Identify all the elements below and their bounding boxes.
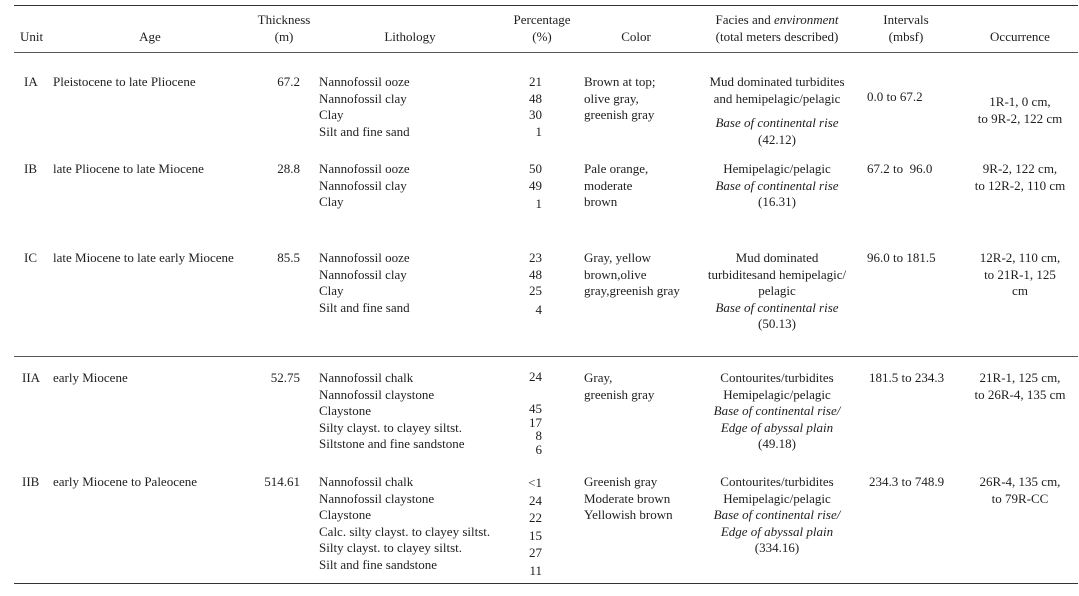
interval-cell: 0.0 to 67.2	[867, 89, 923, 104]
lithology-line: Clay	[319, 283, 344, 298]
occurrence-line: 21R-1, 125 cm,	[979, 370, 1061, 385]
lithology-line: Nannofossil claystone	[319, 386, 435, 402]
header-thickness	[244, 11, 324, 45]
facies-cell	[697, 74, 857, 148]
header-unit: Unit	[20, 29, 44, 44]
lithology-line: Clay	[319, 194, 344, 209]
meters-described: (42.12)	[758, 131, 796, 147]
percentage-value: 11	[529, 562, 542, 578]
percentage-value: 45	[529, 400, 542, 416]
color-line: Pale orange,	[584, 161, 649, 176]
header-facies-text: Facies and	[715, 12, 774, 27]
color-line: Greenish gray	[584, 474, 658, 489]
lithology-cell	[319, 474, 490, 573]
occurrence-cell	[962, 474, 1078, 507]
table-bottom-rule	[14, 583, 1078, 584]
percentage-value: 25	[529, 283, 542, 298]
lithology-line: Nannofossil clay	[319, 266, 407, 282]
percentage-value: 49	[529, 177, 542, 193]
facies-cell	[697, 161, 857, 211]
meters-described: (49.18)	[758, 436, 796, 451]
facies-line: Mud dominated turbidites	[709, 74, 845, 89]
percentage-cell	[510, 161, 542, 213]
header-percentage-line2: (%)	[532, 29, 552, 44]
lithology-cell	[319, 250, 410, 316]
lithology-line: Siltstone and fine sandstone	[319, 436, 465, 451]
lithology-cell	[319, 370, 465, 453]
color-line: Yellowish brown	[584, 507, 673, 522]
color-cell	[584, 250, 680, 300]
unit-cell: IC	[24, 250, 37, 265]
header-environment-text: environment	[773, 12, 839, 27]
environment-line: Base of continental rise	[715, 115, 839, 130]
percentage-cell	[510, 370, 542, 457]
thickness-cell: 28.8	[277, 161, 300, 176]
header-intervals-line2: (mbsf)	[888, 29, 924, 44]
lithology-line: Nannofossil chalk	[319, 474, 414, 489]
unit-cell: IIB	[22, 474, 40, 489]
color-line: olive gray,	[584, 90, 639, 106]
lithology-line: Silty clayst. to clayey siltst.	[319, 540, 462, 555]
environment-line: Edge of abyssal plain	[720, 419, 834, 435]
header-bottom-rule	[14, 52, 1078, 53]
occurrence-line: to 12R-2, 110 cm	[974, 177, 1066, 193]
color-cell	[584, 474, 673, 524]
percentage-value: 50	[529, 161, 542, 176]
lithology-line: Calc. silty clayst. to clayey siltst.	[319, 523, 491, 539]
interval-cell: 96.0 to 181.5	[867, 250, 936, 265]
percentage-value: 4	[535, 301, 542, 317]
section-divider-rule	[14, 356, 1078, 357]
header-age: Age	[139, 29, 161, 44]
header-facies	[697, 11, 857, 45]
facies-line: Contourites/turbidites	[720, 370, 834, 385]
color-line: gray,greenish gray	[584, 283, 680, 298]
age-cell: Pleistocene to late Pliocene	[53, 74, 196, 89]
unit-cell: IIA	[22, 370, 41, 385]
lithology-line: Nannofossil clay	[319, 177, 407, 193]
age-cell: early Miocene	[53, 370, 128, 385]
occurrence-line: cm	[1012, 283, 1028, 298]
header-lithology: Lithology	[384, 29, 436, 44]
occurrence-line: 12R-2, 110 cm,	[979, 250, 1061, 265]
occurrence-cell	[962, 370, 1078, 403]
percentage-value: 6	[535, 442, 542, 458]
thickness-cell: 52.75	[270, 370, 300, 385]
color-line: greenish gray	[584, 107, 655, 122]
lithology-line: Claystone	[319, 507, 371, 522]
lithology-line: Nannofossil clay	[319, 90, 407, 106]
header-intervals	[866, 11, 946, 45]
facies-line: and hemipelagic/pelagic	[713, 90, 841, 106]
percentage-value: 8	[535, 428, 542, 444]
lithology-line: Silty clayst. to clayey siltst.	[319, 419, 462, 435]
color-cell	[584, 161, 648, 211]
percentage-value: 21	[529, 74, 542, 89]
percentage-value: 48	[529, 266, 542, 282]
meters-described: (334.16)	[754, 540, 800, 555]
thickness-cell: 67.2	[277, 74, 300, 89]
interval-cell: 234.3 to 748.9	[869, 474, 945, 489]
facies-line: Mud dominated	[735, 250, 819, 265]
percentage-value: 1	[535, 196, 542, 211]
lithology-cell	[319, 74, 410, 140]
lithology-cell	[319, 161, 410, 211]
occurrence-line: 26R-4, 135 cm,	[979, 474, 1061, 489]
lithology-line: Claystone	[319, 403, 371, 418]
header-thickness-line1: Thickness	[257, 12, 311, 27]
facies-line: turbiditesand hemipelagic/	[707, 266, 847, 282]
percentage-value: 27	[529, 545, 542, 560]
facies-cell	[697, 474, 857, 557]
unit-cell: IB	[24, 161, 37, 176]
thickness-cell: 514.61	[264, 474, 300, 489]
occurrence-line: to 21R-1, 125	[984, 266, 1056, 282]
environment-line: Base of continental rise	[715, 299, 839, 315]
interval-cell: 181.5 to 234.3	[869, 370, 945, 385]
percentage-cell	[510, 474, 542, 579]
occurrence-cell	[962, 94, 1078, 127]
header-intervals-line1: Intervals	[883, 12, 929, 27]
lithology-line: Silt and fine sand	[319, 299, 410, 315]
color-line: brown,olive	[584, 266, 647, 282]
percentage-value: 17	[529, 414, 542, 430]
percentage-value: <1	[528, 475, 542, 490]
color-line: moderate	[584, 177, 633, 193]
lithology-line: Nannofossil ooze	[319, 74, 410, 89]
facies-cell	[697, 370, 857, 453]
percentage-cell	[510, 250, 542, 318]
age-cell: late Pliocene to late Miocene	[53, 161, 204, 176]
percentage-value: 23	[529, 250, 542, 265]
header-percentage-line1: Percentage	[513, 12, 571, 27]
header-facies-line1	[697, 11, 857, 28]
color-line: Brown at top;	[584, 74, 656, 89]
header-color: Color	[621, 29, 651, 44]
color-cell	[584, 370, 654, 403]
occurrence-cell	[962, 250, 1078, 300]
facies-line: pelagic	[758, 283, 796, 298]
unit-cell: IA	[24, 74, 38, 89]
percentage-value: 30	[529, 107, 542, 122]
interval-cell: 67.2 to 96.0	[867, 161, 933, 176]
facies-cell	[697, 250, 857, 333]
color-line: greenish gray	[584, 386, 655, 402]
occurrence-line: 1R-1, 0 cm,	[989, 94, 1051, 109]
lithology-line: Silt and fine sand	[319, 123, 410, 139]
environment-line: Base of continental rise	[715, 177, 839, 193]
environment-line: Base of continental rise/	[713, 507, 841, 522]
meters-described: (50.13)	[758, 316, 796, 331]
percentage-value: 24	[529, 369, 542, 384]
lithology-line: Nannofossil claystone	[319, 490, 435, 506]
occurrence-line: to 9R-2, 122 cm	[977, 110, 1063, 126]
percentage-value: 1	[535, 123, 542, 139]
header-thickness-line2: (m)	[274, 29, 294, 44]
lithology-line: Nannofossil ooze	[319, 250, 410, 265]
environment-line: Base of continental rise/	[713, 403, 841, 418]
color-line: Gray, yellow	[584, 250, 652, 265]
age-cell: late Miocene to late early Miocene	[53, 250, 234, 265]
environment-line: Edge of abyssal plain	[720, 523, 834, 539]
percentage-value: 15	[529, 527, 542, 543]
color-line: brown	[584, 194, 618, 209]
meters-described: (16.31)	[758, 194, 796, 209]
occurrence-cell	[962, 161, 1078, 194]
facies-line: Contourites/turbidites	[720, 474, 834, 489]
percentage-cell	[510, 74, 542, 140]
header-occurrence: Occurrence	[990, 29, 1050, 44]
color-cell	[584, 74, 656, 124]
lithology-line: Nannofossil chalk	[319, 370, 414, 385]
color-line: Moderate brown	[584, 490, 671, 506]
occurrence-line: to 79R-CC	[991, 490, 1049, 506]
facies-line: Hemipelagic/pelagic	[723, 161, 831, 176]
header-percentage	[502, 11, 582, 45]
percentage-value: 22	[529, 510, 542, 525]
lithology-line: Clay	[319, 107, 344, 122]
percentage-value: 24	[529, 492, 542, 508]
occurrence-line: to 26R-4, 135 cm	[974, 386, 1066, 402]
lithology-line: Silt and fine sandstone	[319, 556, 438, 572]
age-cell: early Miocene to Paleocene	[53, 474, 198, 489]
table-top-rule	[14, 5, 1078, 6]
thickness-cell: 85.5	[277, 250, 300, 265]
facies-line: Hemipelagic/pelagic	[723, 490, 831, 506]
color-line: Gray,	[584, 370, 613, 385]
percentage-value: 48	[529, 90, 542, 106]
header-facies-line2: (total meters described)	[715, 29, 839, 44]
occurrence-line: 9R-2, 122 cm,	[982, 161, 1058, 176]
lithology-line: Nannofossil ooze	[319, 161, 410, 176]
facies-line: Hemipelagic/pelagic	[723, 386, 831, 402]
